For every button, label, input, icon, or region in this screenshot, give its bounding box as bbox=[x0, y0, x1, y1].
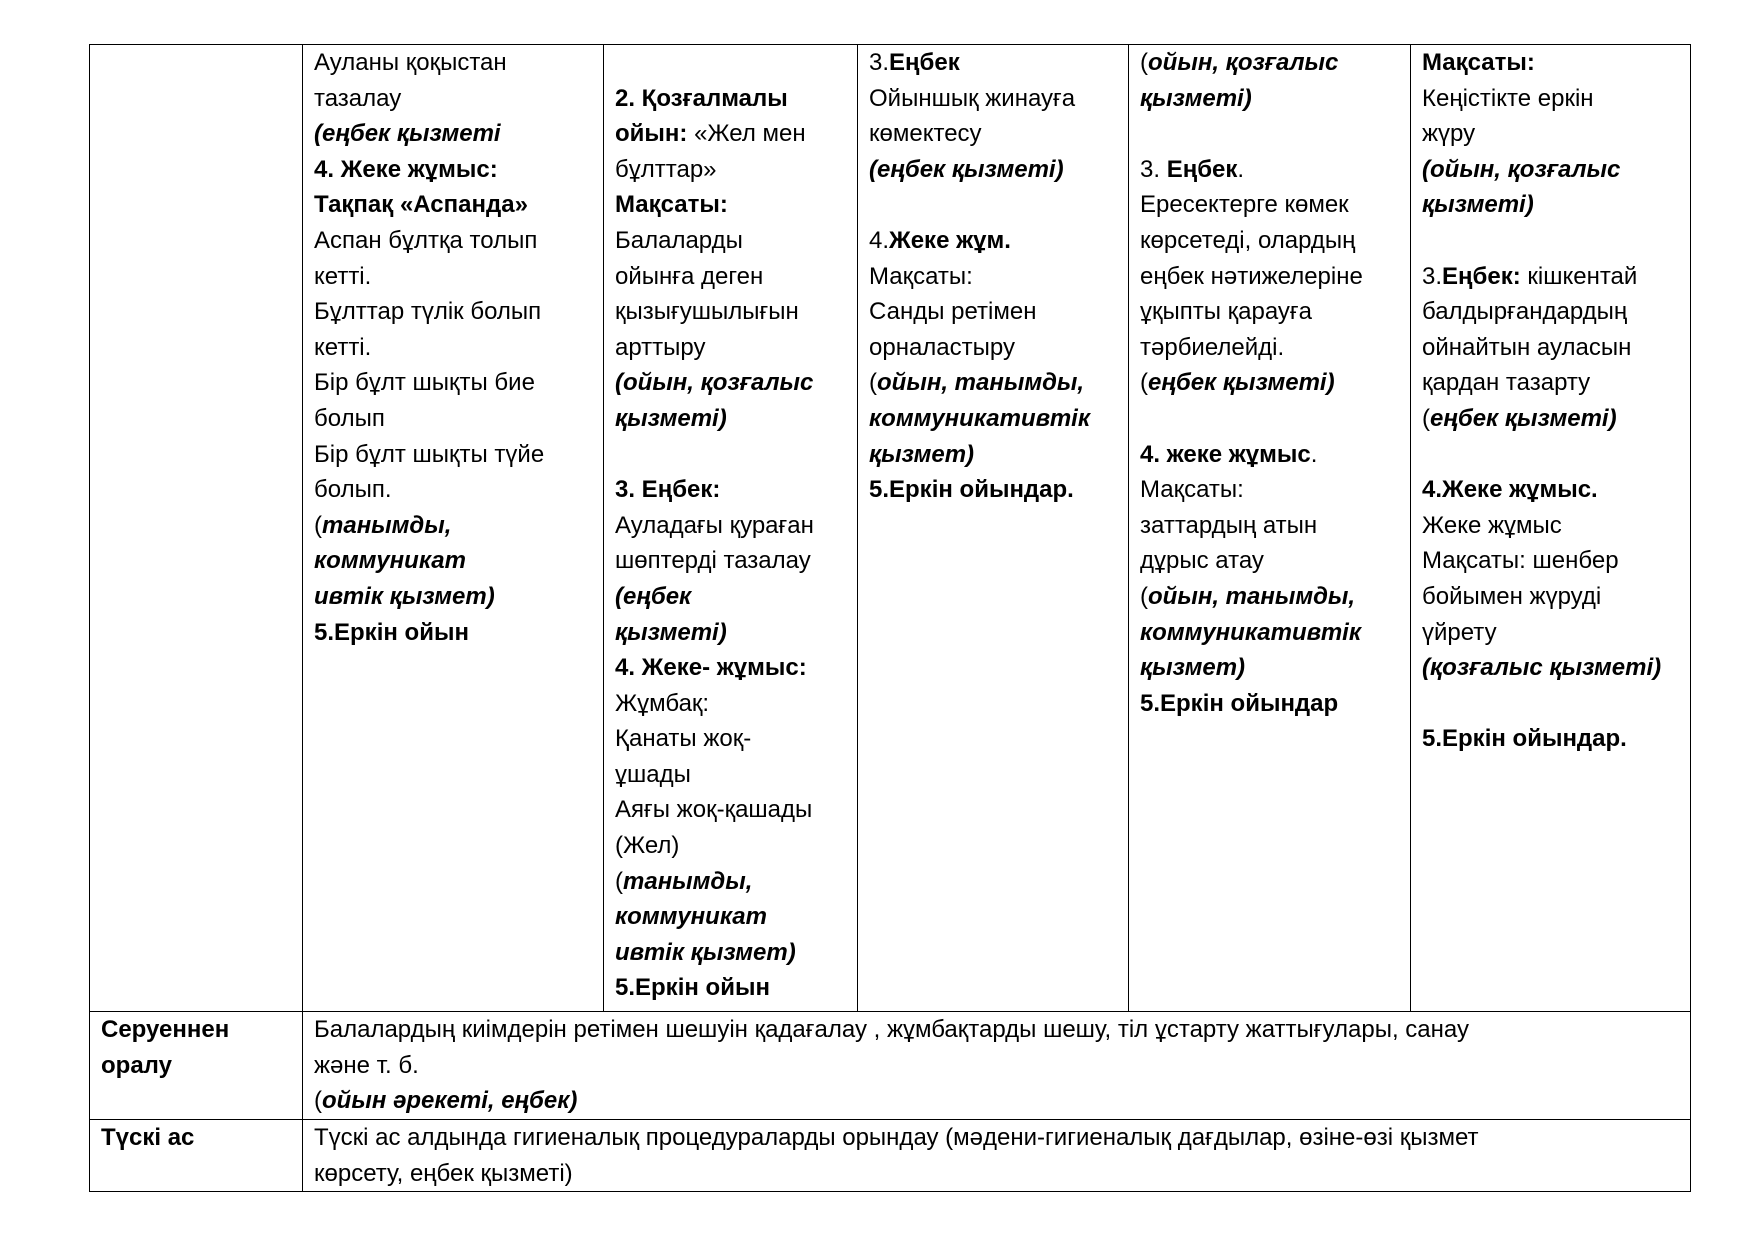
text-line bbox=[314, 81, 603, 117]
text-run: Бұлттар түлік болып bbox=[314, 298, 542, 326]
text-line bbox=[615, 472, 857, 508]
text-line: және т. б. bbox=[314, 1051, 419, 1079]
text-line bbox=[1140, 472, 1410, 508]
text-run: (ойын, қозғалыс bbox=[1422, 155, 1621, 183]
text-run: Бір бұлт шықты түйе bbox=[314, 440, 545, 468]
text-line bbox=[615, 543, 857, 579]
text-line bbox=[314, 116, 603, 152]
text-run: коммуникат bbox=[314, 547, 466, 575]
text-run: қызметі) bbox=[1140, 84, 1252, 112]
text-run: ойын әрекеті, еңбек) bbox=[322, 1087, 578, 1115]
text-run: Қанаты жоқ- bbox=[615, 725, 752, 753]
text-line bbox=[615, 294, 857, 330]
text-run: (еңбек bbox=[615, 582, 692, 610]
text-run: 3. Еңбек: bbox=[615, 476, 721, 504]
text-run: танымды, bbox=[623, 867, 753, 895]
text-line bbox=[314, 187, 603, 223]
text-line bbox=[1140, 294, 1410, 330]
text-line bbox=[314, 223, 603, 259]
row-label-cell-empty bbox=[90, 45, 303, 1012]
blank-line bbox=[1422, 223, 1690, 259]
text-line bbox=[869, 152, 1128, 188]
text-line bbox=[314, 294, 603, 330]
text-line bbox=[1140, 686, 1410, 722]
text-line: көрсету, еңбек қызметі) bbox=[314, 1159, 573, 1187]
text-run: Еңбек bbox=[889, 49, 960, 76]
text-run: . bbox=[1310, 440, 1318, 468]
text-run: 5.Еркін ойын bbox=[314, 618, 469, 646]
blank-line bbox=[1422, 686, 1690, 722]
text-line bbox=[1422, 294, 1690, 330]
text-line bbox=[615, 935, 857, 971]
text-line bbox=[615, 579, 857, 615]
text-run: Балаларды bbox=[615, 226, 743, 254]
text-line bbox=[869, 45, 1128, 81]
text-run: 5.Еркін ойындар bbox=[1140, 689, 1339, 717]
text-run: Еңбек bbox=[1166, 155, 1238, 183]
text-run: қызмет) bbox=[869, 440, 975, 468]
text-line: Балалардың киімдерін ретімен шешуін қадағалау , жұмбақтарды шешу, тіл ұстарту жаттығулары, санау bbox=[314, 1016, 1469, 1043]
text-line bbox=[1140, 45, 1410, 81]
text-run: Жеке жұмыс bbox=[1422, 511, 1562, 539]
text-run: қардан тазарту bbox=[1422, 369, 1591, 397]
text-line bbox=[314, 508, 603, 544]
text-line bbox=[1422, 615, 1690, 651]
text-run: Мақсаты: bbox=[615, 191, 728, 219]
text-line bbox=[314, 330, 603, 366]
text-line bbox=[1422, 116, 1690, 152]
text-line bbox=[869, 294, 1128, 330]
text-run: көмектесу bbox=[869, 120, 982, 148]
text-line bbox=[615, 508, 857, 544]
text-line bbox=[869, 81, 1128, 117]
text-line bbox=[869, 259, 1128, 295]
text-run: дұрыс атау bbox=[1140, 547, 1264, 575]
text-line bbox=[1422, 365, 1690, 401]
blank-line bbox=[615, 45, 857, 81]
blank-line bbox=[615, 437, 857, 473]
text-run: қызметі) bbox=[615, 618, 727, 646]
text-run: ( bbox=[1140, 369, 1148, 397]
text-run: бұлттар» bbox=[615, 155, 717, 183]
text-line bbox=[1422, 401, 1690, 437]
text-run: коммуникативтік bbox=[869, 404, 1090, 432]
text-run: еңбек қызметі) bbox=[1148, 369, 1335, 397]
text-run: Кеңістікте еркін bbox=[1422, 84, 1594, 112]
text-run: (қозғалыс қызметі) bbox=[1422, 654, 1662, 682]
text-run: бойымен жүруді bbox=[1422, 582, 1602, 610]
day-cell bbox=[1411, 45, 1691, 1012]
return-from-walk-row bbox=[90, 1012, 1691, 1120]
text-line bbox=[869, 365, 1128, 401]
text-line bbox=[314, 259, 603, 295]
text-line bbox=[1140, 330, 1410, 366]
text-line bbox=[615, 365, 857, 401]
text-line bbox=[1140, 543, 1410, 579]
row-label-return bbox=[90, 1012, 303, 1120]
text-line bbox=[1422, 472, 1690, 508]
text-run: Мақсаты: bbox=[1422, 49, 1535, 76]
text-line bbox=[314, 401, 603, 437]
text-run: Ауланы қоқыстан bbox=[314, 49, 507, 76]
text-run: ұқыпты қарауға bbox=[1140, 298, 1313, 326]
text-run: ойын, қозғалыс bbox=[1148, 49, 1339, 76]
text-run: Еңбек: bbox=[1442, 262, 1521, 290]
text-line bbox=[1422, 721, 1690, 757]
text-line bbox=[1140, 437, 1410, 473]
text-run: 5.Еркін ойындар. bbox=[1422, 725, 1627, 753]
day-cell bbox=[858, 45, 1129, 1012]
text-run: танымды, bbox=[322, 511, 452, 539]
text-run: Ересектерге көмек bbox=[1140, 191, 1349, 219]
text-line bbox=[1140, 650, 1410, 686]
text-line bbox=[314, 615, 603, 651]
text-run: Бір бұлт шықты бие bbox=[314, 369, 535, 397]
lunch-row bbox=[90, 1120, 1691, 1192]
text-run: (еңбек қызметі bbox=[314, 120, 501, 148]
text-run: Тақпақ «Аспанда» bbox=[314, 191, 528, 219]
text-line bbox=[615, 650, 857, 686]
return-description bbox=[303, 1012, 1691, 1120]
text-run: ( bbox=[1140, 582, 1148, 610]
text-run: (Жел) bbox=[615, 832, 680, 860]
text-run: тазалау bbox=[314, 84, 402, 112]
text-run: үйрету bbox=[1422, 618, 1497, 646]
text-run: тәрбиелейді. bbox=[1140, 333, 1285, 361]
text-line bbox=[869, 223, 1128, 259]
walk-activities-row bbox=[90, 45, 1691, 1012]
text-run: болып. bbox=[314, 476, 392, 504]
text-run: қызметі) bbox=[615, 404, 727, 432]
text-run: Жұмбақ: bbox=[615, 689, 710, 717]
text-run: еңбек қызметі) bbox=[1430, 404, 1617, 432]
text-line bbox=[1422, 81, 1690, 117]
text-line bbox=[1140, 259, 1410, 295]
text-line bbox=[615, 828, 857, 864]
text-line bbox=[869, 330, 1128, 366]
text-line bbox=[1140, 365, 1410, 401]
text-line bbox=[1422, 543, 1690, 579]
text-run: ұшады bbox=[615, 760, 691, 788]
text-run: ойын: bbox=[615, 120, 688, 148]
text-run: кетті. bbox=[314, 262, 372, 290]
text-run: коммуникативтік bbox=[1140, 618, 1361, 646]
text-run: Мақсаты: bbox=[1140, 476, 1244, 504]
text-run: болып bbox=[314, 404, 385, 432]
text-line bbox=[314, 365, 603, 401]
text-line bbox=[615, 330, 857, 366]
text-line bbox=[615, 259, 857, 295]
text-line bbox=[1422, 259, 1690, 295]
text-line bbox=[615, 223, 857, 259]
text-run: 2. Қозғалмалы bbox=[615, 84, 788, 112]
text-run: Аспан бұлтқа толып bbox=[314, 226, 538, 254]
text-line bbox=[615, 401, 857, 437]
text-line bbox=[869, 116, 1128, 152]
text-run: заттардың атын bbox=[1140, 511, 1318, 539]
text-line bbox=[1422, 187, 1690, 223]
text-line bbox=[615, 792, 857, 828]
text-line bbox=[314, 45, 603, 81]
lunch-description bbox=[303, 1120, 1691, 1192]
text-run: . bbox=[1237, 155, 1245, 183]
text-line bbox=[869, 437, 1128, 473]
text-run: Мақсаты: bbox=[869, 262, 973, 290]
text-run: 4. bbox=[869, 226, 890, 254]
text-run: орналастыру bbox=[869, 333, 1015, 361]
text-line bbox=[1422, 330, 1690, 366]
text-line bbox=[615, 615, 857, 651]
text-line bbox=[1422, 152, 1690, 188]
text-line bbox=[314, 1083, 1690, 1119]
text-line bbox=[615, 757, 857, 793]
text-line bbox=[1140, 223, 1410, 259]
text-line: Түскі ас алдында гигиеналық процедураларды орындау (мәдени-гигиеналық дағдылар, өзіне-өзі қызмет bbox=[314, 1124, 1479, 1151]
text-line bbox=[314, 152, 603, 188]
text-run: ( bbox=[314, 511, 322, 539]
text-run: ойын, танымды, bbox=[877, 369, 1085, 397]
text-line bbox=[314, 472, 603, 508]
text-line bbox=[615, 899, 857, 935]
blank-line bbox=[1422, 437, 1690, 473]
blank-line bbox=[1140, 401, 1410, 437]
text-run: ( bbox=[869, 369, 877, 397]
text-run: балдырғандардың bbox=[1422, 298, 1628, 326]
row-label-line: оралу bbox=[101, 1051, 172, 1079]
daily-plan-table bbox=[89, 44, 1691, 1192]
text-line bbox=[615, 187, 857, 223]
text-run: 4. жеке жұмыс bbox=[1140, 440, 1311, 468]
text-run: Ауладағы қураған bbox=[615, 511, 814, 539]
text-run: 3. bbox=[1422, 262, 1443, 290]
text-line bbox=[1422, 579, 1690, 615]
text-run: 3. bbox=[869, 49, 890, 76]
text-run: ойынға деген bbox=[615, 262, 764, 290]
blank-line bbox=[869, 187, 1128, 223]
text-run: 3. bbox=[1140, 155, 1167, 183]
text-line bbox=[869, 401, 1128, 437]
text-run: қызмет) bbox=[1140, 654, 1246, 682]
text-run: қызығушылығын bbox=[615, 298, 799, 326]
text-run: шөптерді тазалау bbox=[615, 547, 811, 575]
text-line bbox=[615, 81, 857, 117]
text-run: 5.Еркін ойындар. bbox=[869, 476, 1074, 504]
text-run: қызметі) bbox=[1422, 191, 1534, 219]
text-run: ивтік қызмет) bbox=[314, 582, 495, 610]
text-line bbox=[1140, 187, 1410, 223]
text-run: Жеке жұм. bbox=[889, 226, 1011, 254]
text-run: ( bbox=[1140, 49, 1148, 76]
row-label-line: Түскі ас bbox=[101, 1124, 195, 1151]
text-run: коммуникат bbox=[615, 903, 767, 931]
text-run: ( bbox=[1422, 404, 1430, 432]
day-cell bbox=[303, 45, 604, 1012]
text-run: ( bbox=[314, 1087, 322, 1115]
text-run: ойын, танымды, bbox=[1148, 582, 1356, 610]
day-cell bbox=[1129, 45, 1411, 1012]
text-run: 4. Жеке жұмыс: bbox=[314, 155, 498, 183]
text-line bbox=[1422, 650, 1690, 686]
text-run: Аяғы жоқ-қашады bbox=[615, 796, 813, 824]
text-line bbox=[615, 721, 857, 757]
text-run: арттыру bbox=[615, 333, 706, 361]
text-run: ойнайтын ауласын bbox=[1422, 333, 1632, 361]
text-line bbox=[314, 543, 603, 579]
text-run: ивтік қызмет) bbox=[615, 938, 796, 966]
text-run: кішкентай bbox=[1520, 262, 1638, 290]
text-run: 4. Жеке- жұмыс: bbox=[615, 654, 807, 682]
text-run: 5.Еркін ойын bbox=[615, 974, 770, 1002]
text-run: «Жел мен bbox=[687, 120, 806, 148]
text-line bbox=[1140, 508, 1410, 544]
blank-line bbox=[1140, 116, 1410, 152]
text-line bbox=[1140, 81, 1410, 117]
text-run: Мақсаты: шенбер bbox=[1422, 547, 1619, 575]
row-label-lunch bbox=[90, 1120, 303, 1192]
text-line bbox=[1140, 579, 1410, 615]
text-line bbox=[615, 970, 857, 1006]
text-run: (еңбек қызметі) bbox=[869, 155, 1064, 183]
text-run: жүру bbox=[1422, 120, 1476, 148]
text-line bbox=[869, 472, 1128, 508]
text-run: кетті. bbox=[314, 333, 372, 361]
row-label-line: Серуеннен bbox=[101, 1016, 230, 1043]
text-line bbox=[314, 579, 603, 615]
text-line bbox=[615, 686, 857, 722]
text-line bbox=[314, 437, 603, 473]
text-run: Ойыншық жинауға bbox=[869, 84, 1076, 112]
text-line bbox=[615, 116, 857, 152]
text-run: 4.Жеке жұмыс. bbox=[1422, 476, 1598, 504]
text-line bbox=[615, 152, 857, 188]
text-run: көрсетеді, олардың bbox=[1140, 226, 1356, 254]
text-line bbox=[1140, 615, 1410, 651]
text-run: еңбек нәтижелеріне bbox=[1140, 262, 1363, 290]
text-line bbox=[1140, 152, 1410, 188]
text-run: Санды ретімен bbox=[869, 298, 1037, 326]
text-line bbox=[1422, 45, 1690, 81]
text-run: ( bbox=[615, 867, 623, 895]
text-line bbox=[615, 864, 857, 900]
text-line bbox=[1422, 508, 1690, 544]
text-run: (ойын, қозғалыс bbox=[615, 369, 814, 397]
day-cell bbox=[604, 45, 858, 1012]
